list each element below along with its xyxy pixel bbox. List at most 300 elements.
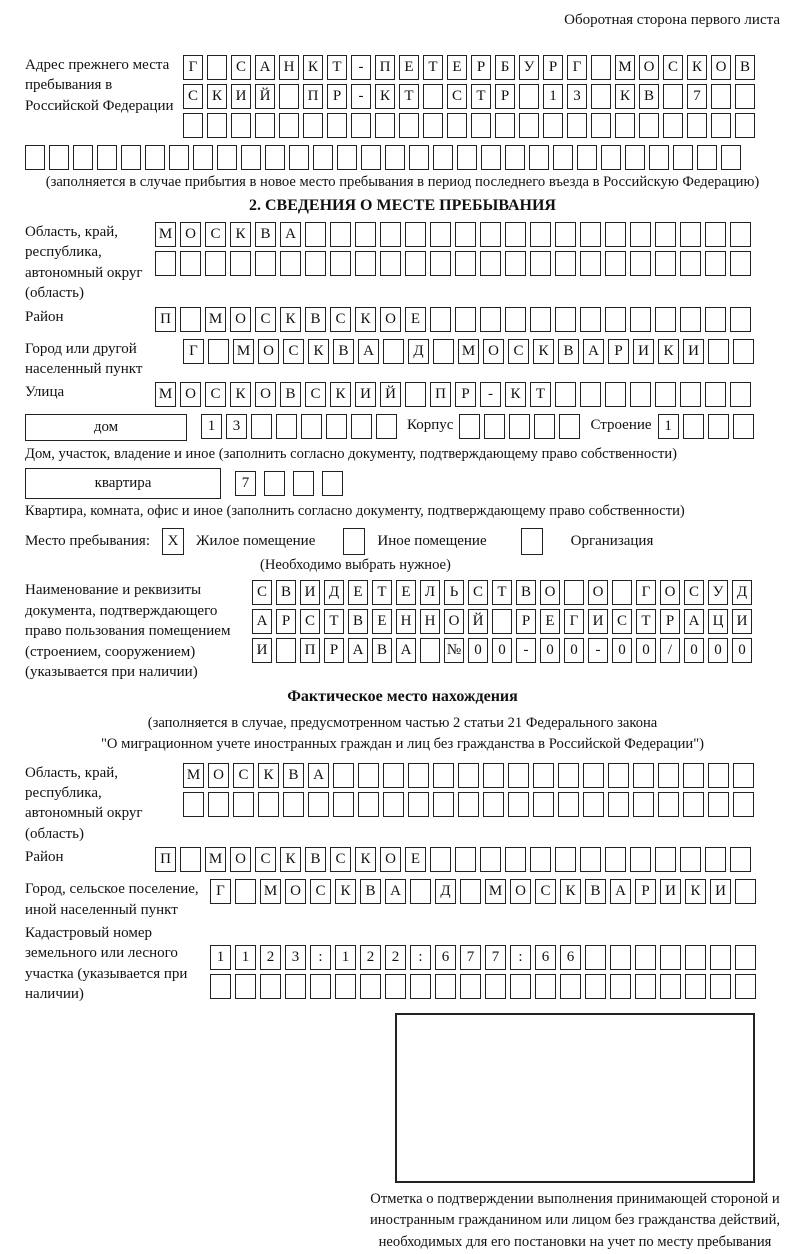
char-cell[interactable]: А [583, 339, 604, 364]
char-cell[interactable] [351, 414, 372, 439]
char-cell[interactable]: С [535, 879, 556, 904]
char-cell[interactable] [330, 222, 351, 247]
char-cell[interactable] [612, 580, 632, 605]
char-cell[interactable]: В [255, 222, 276, 247]
char-cell[interactable]: 7 [235, 471, 256, 496]
char-cell[interactable] [457, 145, 477, 170]
char-cell[interactable]: Т [324, 609, 344, 634]
char-cell[interactable] [230, 251, 251, 276]
char-cell[interactable]: Т [530, 382, 551, 407]
char-cell[interactable]: С [231, 55, 251, 80]
char-cell[interactable] [481, 145, 501, 170]
char-cell[interactable] [585, 974, 606, 999]
char-cell[interactable]: В [558, 339, 579, 364]
char-cell[interactable]: Р [635, 879, 656, 904]
char-cell[interactable] [430, 847, 451, 872]
char-cell[interactable] [193, 145, 213, 170]
char-cell[interactable]: А [610, 879, 631, 904]
char-cell[interactable] [385, 145, 405, 170]
char-cell[interactable] [97, 145, 117, 170]
char-cell[interactable] [208, 339, 229, 364]
char-cell[interactable]: С [508, 339, 529, 364]
char-cell[interactable]: Р [660, 609, 680, 634]
char-cell[interactable] [455, 847, 476, 872]
char-cell[interactable] [509, 414, 530, 439]
char-cell[interactable] [534, 414, 555, 439]
char-cell[interactable]: О [711, 55, 731, 80]
char-cell[interactable] [708, 414, 729, 439]
char-cell[interactable] [580, 251, 601, 276]
char-cell[interactable] [663, 84, 683, 109]
char-cell[interactable]: В [735, 55, 755, 80]
char-cell[interactable]: С [310, 879, 331, 904]
char-cell[interactable] [145, 145, 165, 170]
char-cell[interactable] [705, 847, 726, 872]
char-cell[interactable]: О [380, 847, 401, 872]
char-cell[interactable]: 6 [535, 945, 556, 970]
char-cell[interactable]: 0 [684, 638, 704, 663]
char-cell[interactable]: А [280, 222, 301, 247]
char-cell[interactable]: Д [732, 580, 752, 605]
char-cell[interactable]: М [233, 339, 254, 364]
char-cell[interactable]: К [280, 847, 301, 872]
char-cell[interactable] [530, 847, 551, 872]
char-cell[interactable]: 0 [540, 638, 560, 663]
char-cell[interactable]: И [660, 879, 681, 904]
char-cell[interactable]: К [207, 84, 227, 109]
char-cell[interactable]: К [230, 222, 251, 247]
char-cell[interactable]: О [230, 307, 251, 332]
char-cell[interactable] [710, 974, 731, 999]
char-cell[interactable]: 2 [360, 945, 381, 970]
char-cell[interactable]: О [660, 580, 680, 605]
char-cell[interactable]: М [205, 307, 226, 332]
char-cell[interactable]: Е [447, 55, 467, 80]
char-cell[interactable]: П [155, 307, 176, 332]
char-cell[interactable] [483, 792, 504, 817]
char-cell[interactable] [337, 145, 357, 170]
char-cell[interactable]: К [687, 55, 707, 80]
char-cell[interactable] [180, 251, 201, 276]
char-cell[interactable] [235, 974, 256, 999]
char-cell[interactable] [310, 974, 331, 999]
char-cell[interactable]: 0 [564, 638, 584, 663]
char-cell[interactable] [303, 113, 323, 138]
char-cell[interactable] [680, 222, 701, 247]
char-cell[interactable]: Р [495, 84, 515, 109]
char-cell[interactable]: С [663, 55, 683, 80]
char-cell[interactable] [241, 145, 261, 170]
char-cell[interactable]: Ц [708, 609, 728, 634]
char-cell[interactable] [730, 847, 751, 872]
char-cell[interactable]: С [183, 84, 203, 109]
char-cell[interactable] [583, 763, 604, 788]
char-cell[interactable] [697, 145, 717, 170]
char-cell[interactable]: Г [183, 339, 204, 364]
char-cell[interactable]: О [510, 879, 531, 904]
char-cell[interactable]: В [372, 638, 392, 663]
char-cell[interactable]: Д [324, 580, 344, 605]
char-cell[interactable]: Т [372, 580, 392, 605]
char-cell[interactable] [420, 638, 440, 663]
char-cell[interactable] [180, 847, 201, 872]
char-cell[interactable]: О [230, 847, 251, 872]
char-cell[interactable] [289, 145, 309, 170]
char-cell[interactable]: А [308, 763, 329, 788]
char-cell[interactable] [633, 792, 654, 817]
char-cell[interactable] [558, 792, 579, 817]
char-cell[interactable] [207, 55, 227, 80]
char-cell[interactable]: У [519, 55, 539, 80]
char-cell[interactable]: 0 [492, 638, 512, 663]
char-cell[interactable] [455, 251, 476, 276]
char-cell[interactable]: 1 [210, 945, 231, 970]
char-cell[interactable] [680, 307, 701, 332]
char-cell[interactable]: С [330, 847, 351, 872]
char-cell[interactable] [559, 414, 580, 439]
char-cell[interactable] [635, 945, 656, 970]
char-cell[interactable]: С [205, 222, 226, 247]
char-cell[interactable]: 0 [612, 638, 632, 663]
char-cell[interactable] [685, 945, 706, 970]
char-cell[interactable] [505, 251, 526, 276]
char-cell[interactable]: Е [405, 847, 426, 872]
char-cell[interactable] [355, 251, 376, 276]
char-cell[interactable] [210, 974, 231, 999]
char-cell[interactable]: Е [405, 307, 426, 332]
char-cell[interactable] [73, 145, 93, 170]
char-cell[interactable] [330, 251, 351, 276]
char-cell[interactable] [585, 945, 606, 970]
char-cell[interactable] [730, 382, 751, 407]
char-cell[interactable] [383, 792, 404, 817]
char-cell[interactable] [376, 414, 397, 439]
char-cell[interactable]: С [283, 339, 304, 364]
char-cell[interactable] [355, 222, 376, 247]
char-cell[interactable]: 7 [460, 945, 481, 970]
char-cell[interactable] [608, 763, 629, 788]
char-cell[interactable] [430, 251, 451, 276]
char-cell[interactable]: П [300, 638, 320, 663]
char-cell[interactable] [492, 609, 512, 634]
char-cell[interactable]: Р [543, 55, 563, 80]
char-cell[interactable] [458, 763, 479, 788]
char-cell[interactable]: А [348, 638, 368, 663]
char-cell[interactable] [208, 792, 229, 817]
char-cell[interactable] [660, 974, 681, 999]
char-cell[interactable] [385, 974, 406, 999]
char-cell[interactable]: К [685, 879, 706, 904]
char-cell[interactable]: Г [210, 879, 231, 904]
char-cell[interactable] [519, 84, 539, 109]
char-cell[interactable] [680, 382, 701, 407]
char-cell[interactable] [285, 974, 306, 999]
char-cell[interactable] [408, 792, 429, 817]
char-cell[interactable] [333, 792, 354, 817]
char-cell[interactable]: В [276, 580, 296, 605]
char-cell[interactable]: С [684, 580, 704, 605]
char-cell[interactable] [555, 307, 576, 332]
char-cell[interactable] [180, 307, 201, 332]
char-cell[interactable] [705, 382, 726, 407]
char-cell[interactable]: О [180, 382, 201, 407]
char-cell[interactable] [683, 414, 704, 439]
char-cell[interactable] [655, 382, 676, 407]
char-cell[interactable]: Л [420, 580, 440, 605]
char-cell[interactable]: 7 [485, 945, 506, 970]
char-cell[interactable] [605, 307, 626, 332]
char-cell[interactable] [711, 113, 731, 138]
char-cell[interactable]: Г [564, 609, 584, 634]
char-cell[interactable] [433, 339, 454, 364]
char-cell[interactable]: Т [423, 55, 443, 80]
char-cell[interactable]: О [180, 222, 201, 247]
char-cell[interactable]: К [258, 763, 279, 788]
char-cell[interactable]: В [639, 84, 659, 109]
char-cell[interactable]: М [458, 339, 479, 364]
char-cell[interactable]: Г [636, 580, 656, 605]
char-cell[interactable] [383, 339, 404, 364]
char-cell[interactable] [183, 792, 204, 817]
char-cell[interactable] [530, 222, 551, 247]
char-cell[interactable] [207, 113, 227, 138]
char-cell[interactable] [601, 145, 621, 170]
char-cell[interactable] [433, 763, 454, 788]
char-cell[interactable] [235, 879, 256, 904]
char-cell[interactable]: С [233, 763, 254, 788]
char-cell[interactable] [405, 222, 426, 247]
char-cell[interactable]: К [230, 382, 251, 407]
char-cell[interactable] [721, 145, 741, 170]
char-cell[interactable] [217, 145, 237, 170]
char-cell[interactable]: М [485, 879, 506, 904]
char-cell[interactable]: / [660, 638, 680, 663]
char-cell[interactable]: Ь [444, 580, 464, 605]
char-cell[interactable]: Е [540, 609, 560, 634]
char-cell[interactable]: П [375, 55, 395, 80]
char-cell[interactable] [405, 251, 426, 276]
char-cell[interactable] [730, 222, 751, 247]
char-cell[interactable]: С [300, 609, 320, 634]
char-cell[interactable]: К [330, 382, 351, 407]
char-cell[interactable] [687, 113, 707, 138]
char-cell[interactable]: 1 [543, 84, 563, 109]
char-cell[interactable] [485, 974, 506, 999]
char-cell[interactable] [358, 763, 379, 788]
char-cell[interactable] [605, 222, 626, 247]
char-cell[interactable] [730, 251, 751, 276]
char-cell[interactable]: О [258, 339, 279, 364]
char-cell[interactable] [733, 792, 754, 817]
char-cell[interactable]: 7 [687, 84, 707, 109]
char-cell[interactable] [279, 84, 299, 109]
char-cell[interactable] [495, 113, 515, 138]
char-cell[interactable] [480, 222, 501, 247]
char-cell[interactable]: 6 [560, 945, 581, 970]
char-cell[interactable] [555, 382, 576, 407]
char-cell[interactable]: - [588, 638, 608, 663]
char-cell[interactable] [635, 974, 656, 999]
char-cell[interactable] [580, 382, 601, 407]
char-cell[interactable] [708, 339, 729, 364]
char-cell[interactable]: П [155, 847, 176, 872]
char-cell[interactable] [255, 113, 275, 138]
char-cell[interactable] [685, 974, 706, 999]
char-cell[interactable] [673, 145, 693, 170]
char-cell[interactable] [358, 792, 379, 817]
char-cell[interactable] [510, 974, 531, 999]
char-cell[interactable] [455, 307, 476, 332]
char-cell[interactable]: Т [471, 84, 491, 109]
char-cell[interactable] [658, 792, 679, 817]
char-cell[interactable]: О [208, 763, 229, 788]
char-cell[interactable] [335, 974, 356, 999]
char-cell[interactable] [480, 251, 501, 276]
char-cell[interactable] [305, 251, 326, 276]
char-cell[interactable]: И [633, 339, 654, 364]
char-cell[interactable] [25, 145, 45, 170]
char-cell[interactable]: М [155, 222, 176, 247]
char-cell[interactable] [730, 307, 751, 332]
char-cell[interactable]: С [612, 609, 632, 634]
char-cell[interactable] [459, 414, 480, 439]
char-cell[interactable] [610, 945, 631, 970]
char-cell[interactable]: В [305, 847, 326, 872]
char-cell[interactable]: 1 [201, 414, 222, 439]
char-cell[interactable] [423, 84, 443, 109]
char-cell[interactable] [555, 847, 576, 872]
char-cell[interactable]: И [732, 609, 752, 634]
char-cell[interactable]: : [410, 945, 431, 970]
char-cell[interactable]: М [615, 55, 635, 80]
char-cell[interactable]: А [684, 609, 704, 634]
char-cell[interactable] [409, 145, 429, 170]
char-cell[interactable]: И [231, 84, 251, 109]
char-cell[interactable] [680, 847, 701, 872]
char-cell[interactable]: Т [327, 55, 347, 80]
char-cell[interactable]: П [303, 84, 323, 109]
char-cell[interactable] [322, 471, 343, 496]
char-cell[interactable] [505, 847, 526, 872]
char-cell[interactable] [480, 307, 501, 332]
char-cell[interactable] [630, 307, 651, 332]
char-cell[interactable]: О [444, 609, 464, 634]
char-cell[interactable]: И [300, 580, 320, 605]
char-cell[interactable]: А [255, 55, 275, 80]
char-cell[interactable]: С [447, 84, 467, 109]
char-cell[interactable] [529, 145, 549, 170]
char-cell[interactable]: К [335, 879, 356, 904]
char-cell[interactable] [705, 251, 726, 276]
checkbox-inoe[interactable] [343, 528, 365, 555]
char-cell[interactable] [591, 113, 611, 138]
char-cell[interactable]: Р [324, 638, 344, 663]
char-cell[interactable] [630, 382, 651, 407]
char-cell[interactable] [333, 763, 354, 788]
char-cell[interactable]: У [708, 580, 728, 605]
char-cell[interactable] [543, 113, 563, 138]
char-cell[interactable]: : [310, 945, 331, 970]
char-cell[interactable]: С [252, 580, 272, 605]
char-cell[interactable] [705, 222, 726, 247]
char-cell[interactable]: Г [183, 55, 203, 80]
char-cell[interactable] [351, 113, 371, 138]
char-cell[interactable]: 0 [636, 638, 656, 663]
char-cell[interactable] [610, 974, 631, 999]
char-cell[interactable]: А [396, 638, 416, 663]
char-cell[interactable]: 0 [468, 638, 488, 663]
char-cell[interactable]: Й [255, 84, 275, 109]
char-cell[interactable] [433, 145, 453, 170]
char-cell[interactable] [591, 55, 611, 80]
char-cell[interactable]: Н [420, 609, 440, 634]
char-cell[interactable]: В [305, 307, 326, 332]
char-cell[interactable] [533, 792, 554, 817]
char-cell[interactable] [205, 251, 226, 276]
char-cell[interactable]: Д [408, 339, 429, 364]
char-cell[interactable] [169, 145, 189, 170]
char-cell[interactable] [530, 251, 551, 276]
char-cell[interactable] [708, 763, 729, 788]
char-cell[interactable]: 0 [732, 638, 752, 663]
char-cell[interactable]: 2 [385, 945, 406, 970]
checkbox-zhiloe[interactable]: X [162, 528, 184, 555]
char-cell[interactable] [155, 251, 176, 276]
char-cell[interactable] [735, 879, 756, 904]
char-cell[interactable] [710, 945, 731, 970]
char-cell[interactable]: И [588, 609, 608, 634]
char-cell[interactable] [423, 113, 443, 138]
char-cell[interactable]: Р [327, 84, 347, 109]
char-cell[interactable]: В [585, 879, 606, 904]
char-cell[interactable]: Е [396, 580, 416, 605]
char-cell[interactable] [553, 145, 573, 170]
char-cell[interactable] [630, 222, 651, 247]
char-cell[interactable]: С [255, 307, 276, 332]
char-cell[interactable] [560, 974, 581, 999]
char-cell[interactable]: П [430, 382, 451, 407]
char-cell[interactable] [649, 145, 669, 170]
char-cell[interactable]: В [333, 339, 354, 364]
char-cell[interactable]: Е [348, 580, 368, 605]
char-cell[interactable] [605, 251, 626, 276]
char-cell[interactable] [313, 145, 333, 170]
char-cell[interactable] [430, 222, 451, 247]
char-cell[interactable]: М [205, 847, 226, 872]
char-cell[interactable] [279, 113, 299, 138]
char-cell[interactable]: - [516, 638, 536, 663]
char-cell[interactable]: О [380, 307, 401, 332]
char-cell[interactable] [410, 974, 431, 999]
char-cell[interactable] [708, 792, 729, 817]
char-cell[interactable] [375, 113, 395, 138]
char-cell[interactable] [683, 763, 704, 788]
char-cell[interactable] [121, 145, 141, 170]
char-cell[interactable]: 1 [335, 945, 356, 970]
char-cell[interactable]: М [260, 879, 281, 904]
char-cell[interactable] [633, 763, 654, 788]
char-cell[interactable] [735, 974, 756, 999]
char-cell[interactable]: Й [380, 382, 401, 407]
char-cell[interactable]: : [510, 945, 531, 970]
char-cell[interactable] [484, 414, 505, 439]
char-cell[interactable] [655, 251, 676, 276]
char-cell[interactable] [183, 113, 203, 138]
char-cell[interactable] [508, 763, 529, 788]
char-cell[interactable] [255, 251, 276, 276]
char-cell[interactable]: С [330, 307, 351, 332]
char-cell[interactable] [567, 113, 587, 138]
